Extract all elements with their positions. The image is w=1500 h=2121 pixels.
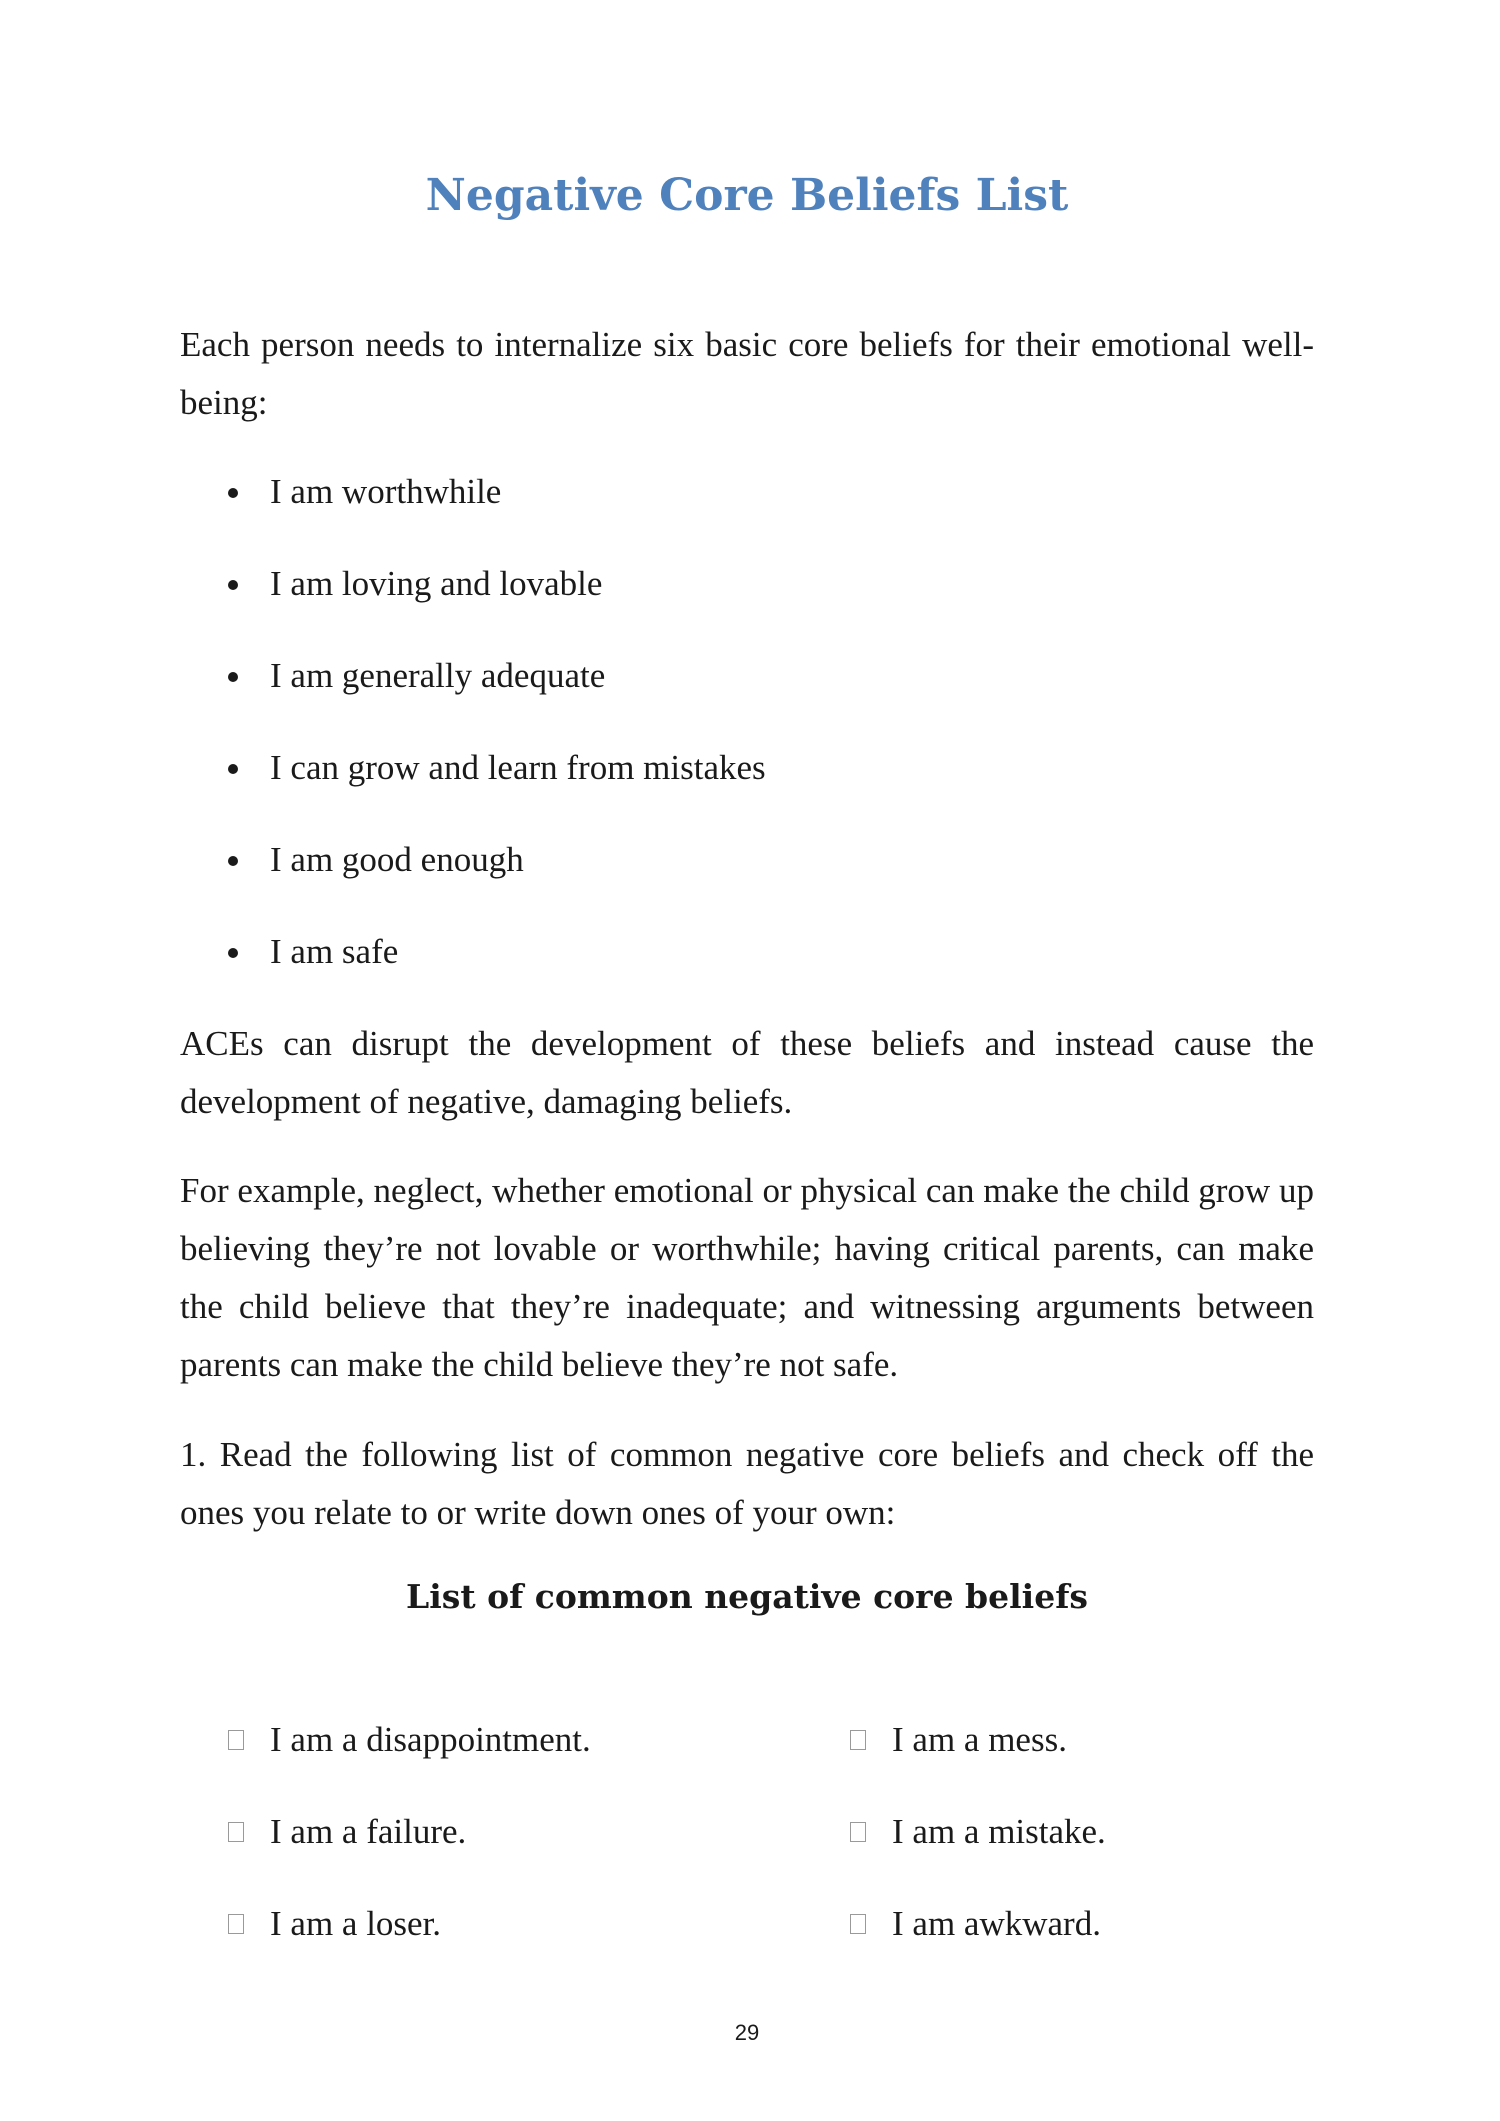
list-item [180,554,1314,646]
list-item-label: I am worthwhile [270,472,502,511]
bullet-icon [228,948,238,958]
instruction-paragraph: 1. Read the following list of common negative core beliefs and check off the ones you relate to or write down ones of your own: [180,1435,1314,1532]
list-item-label: I am safe [270,932,399,971]
list-item-label: I can grow and learn from mistakes [270,748,766,787]
example-paragraph: For example, neglect, whether emotional or physical can make the child grow up believing they’re not lovable or worthwhile; having critical parents, can make the child believe that they’re inadequate; and witnessing arguments between parents can make the child believe they’re not safe. [180,1171,1314,1384]
checkbox[interactable] [228,1730,244,1750]
negative-beliefs-checklist [180,1710,1314,2010]
page-title: Negative Core Beliefs List [425,170,1069,221]
intro-paragraph: Each person needs to internalize six basic core beliefs for their emotional well-being: [180,325,1314,422]
bullet-icon [228,580,238,590]
checklist-item-label: I am a mess. [892,1720,1067,1759]
list-item [180,830,1314,922]
checkbox[interactable] [850,1730,866,1750]
list-item-label: I am good enough [270,840,524,879]
bullet-icon [228,488,238,498]
checklist-item-label: I am awkward. [892,1904,1101,1943]
bullet-icon [228,764,238,774]
checkbox[interactable] [228,1822,244,1842]
page-number: 29 [734,2020,760,2045]
list-item-label: I am generally adequate [270,656,606,695]
checklist-item-label: I am a mistake. [892,1812,1106,1851]
bullet-icon [228,856,238,866]
core-beliefs-list [180,462,1314,1014]
checklist-item-label: I am a failure. [270,1812,467,1851]
list-item [180,462,1314,554]
list-item [180,646,1314,738]
list-item [180,738,1314,830]
aces-paragraph: ACEs can disrupt the development of these beliefs and instead cause the development of negative, damaging beliefs. [180,1024,1314,1121]
checklist-item-label: I am a disappointment. [270,1720,591,1759]
list-item [180,922,1314,1014]
checkbox[interactable] [228,1914,244,1934]
checklist-item-label: I am a loser. [270,1904,442,1943]
list-item-label: I am loving and lovable [270,564,603,603]
checkbox[interactable] [850,1822,866,1842]
list-title: List of common negative core beliefs [406,1577,1088,1616]
bullet-icon [228,672,238,682]
checkbox[interactable] [850,1914,866,1934]
